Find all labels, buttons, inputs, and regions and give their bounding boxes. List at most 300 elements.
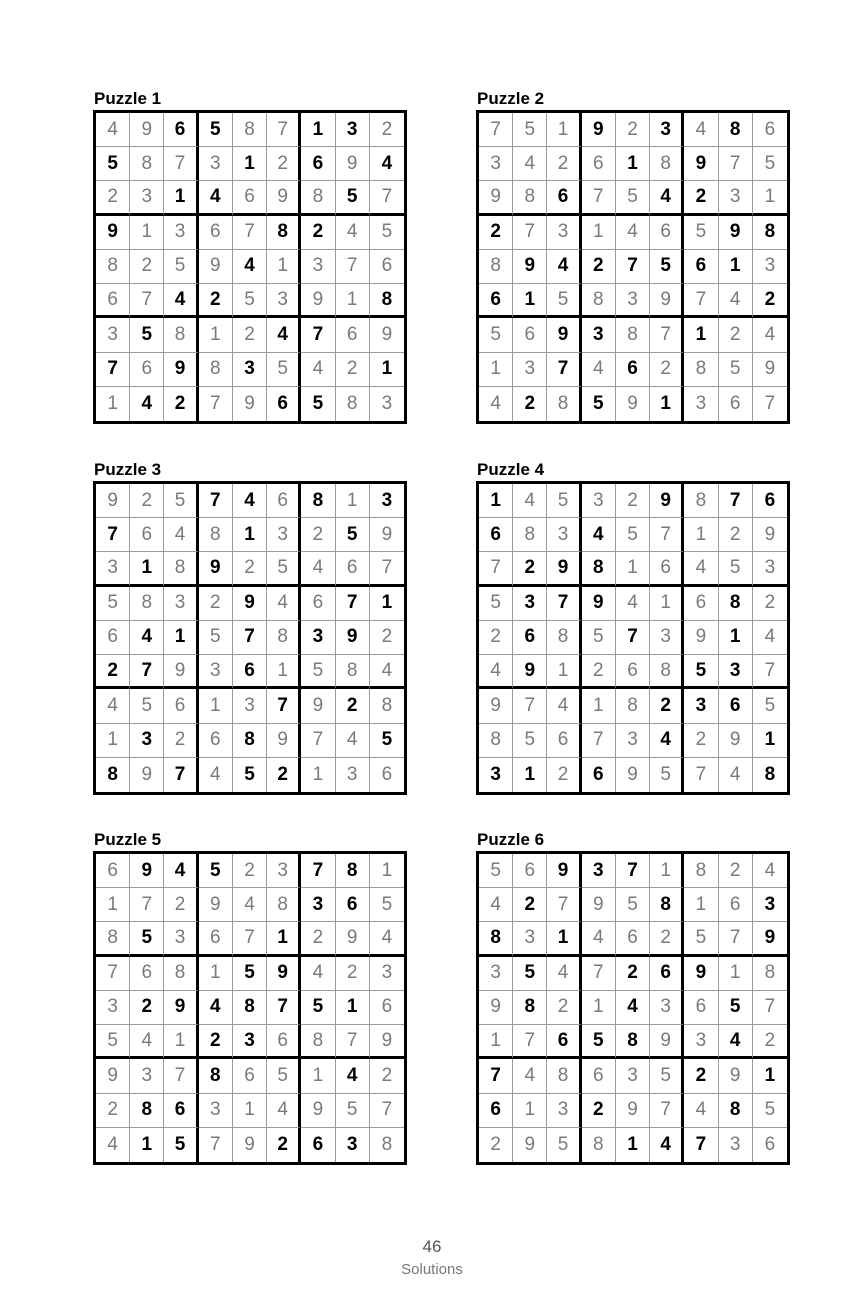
given-cell: 9 — [719, 216, 753, 250]
solution-cell: 4 — [616, 216, 650, 250]
given-cell: 5 — [719, 991, 753, 1025]
given-cell: 2 — [267, 758, 301, 792]
solution-cell: 2 — [547, 147, 581, 181]
given-cell: 9 — [684, 957, 718, 991]
puzzle-1 — [93, 89, 407, 424]
given-cell: 1 — [130, 552, 164, 586]
solution-cell: 5 — [479, 318, 513, 352]
solution-cell: 9 — [267, 181, 301, 215]
solution-cell: 3 — [301, 250, 335, 284]
solution-cell: 3 — [96, 318, 130, 352]
solution-cell: 3 — [233, 689, 267, 723]
solution-cell: 4 — [719, 284, 753, 318]
solution-cell: 4 — [479, 888, 513, 922]
solution-cell: 7 — [130, 284, 164, 318]
given-cell: 5 — [233, 957, 267, 991]
solution-cell: 4 — [582, 353, 616, 387]
solution-cell: 6 — [381, 763, 393, 785]
solution-cell: 7 — [582, 724, 616, 758]
solution-cell: 5 — [719, 353, 753, 387]
given-cell: 7 — [547, 353, 581, 387]
solution-cell: 6 — [336, 552, 370, 586]
given-cell: 9 — [199, 552, 233, 586]
solution-cell: 5 — [370, 888, 404, 922]
solution-cell: 2 — [301, 518, 335, 552]
solution-cell: 1 — [370, 854, 404, 888]
solution-cell: 7 — [336, 1025, 370, 1059]
solution-cell: 5 — [479, 587, 513, 621]
given-cell: 9 — [547, 552, 581, 586]
solution-cell: 8 — [547, 1059, 581, 1093]
solution-cell: 3 — [267, 854, 301, 888]
solution-cell: 1 — [130, 216, 164, 250]
solution-cell: 6 — [582, 1059, 616, 1093]
given-cell: 5 — [582, 387, 616, 421]
solution-cell: 9 — [650, 284, 684, 318]
solution-cell: 1 — [547, 655, 581, 689]
given-cell: 4 — [719, 1025, 753, 1059]
solution-cell: 6 — [96, 284, 130, 318]
given-cell: 9 — [582, 113, 616, 147]
given-cell: 2 — [513, 888, 547, 922]
solution-cell: 8 — [96, 250, 130, 284]
given-cell: 8 — [719, 587, 753, 621]
given-cell: 7 — [267, 991, 301, 1025]
given-cell: 3 — [233, 353, 267, 387]
solution-cell: 4 — [479, 387, 513, 421]
solution-cell: 3 — [479, 957, 513, 991]
solution-cell: 7 — [336, 250, 370, 284]
puzzle-6 — [476, 830, 790, 1165]
section-label: Solutions — [401, 1261, 463, 1278]
solution-cell: 6 — [199, 216, 233, 250]
solution-cell: 6 — [130, 957, 164, 991]
given-cell: 9 — [513, 250, 547, 284]
solution-cell: 6 — [301, 587, 335, 621]
given-cell: 1 — [616, 147, 650, 181]
solution-cell: 6 — [753, 113, 787, 147]
solution-cell: 7 — [301, 724, 335, 758]
given-cell: 8 — [764, 763, 776, 785]
solution-cell: 5 — [753, 1094, 787, 1128]
given-cell: 7 — [336, 587, 370, 621]
solution-cell: 4 — [616, 587, 650, 621]
solution-cell: 1 — [96, 724, 130, 758]
solution-cell: 2 — [96, 1094, 130, 1128]
solution-cell: 3 — [684, 1025, 718, 1059]
solution-cell: 1 — [684, 888, 718, 922]
solution-cell: 8 — [336, 655, 370, 689]
given-cell: 2 — [582, 1094, 616, 1128]
solution-cell: 6 — [547, 724, 581, 758]
given-cell: 4 — [267, 318, 301, 352]
given-cell: 1 — [616, 1128, 650, 1162]
solution-cell: 2 — [301, 922, 335, 956]
solution-cell: 1 — [336, 284, 370, 318]
solution-cell: 6 — [650, 552, 684, 586]
solution-cell: 7 — [684, 758, 718, 792]
solution-cell: 2 — [719, 854, 753, 888]
solution-cell: 7 — [753, 991, 787, 1025]
solution-cell: 7 — [684, 284, 718, 318]
solution-cell: 8 — [233, 113, 267, 147]
solution-cell: 1 — [233, 1094, 267, 1128]
solution-cell: 3 — [164, 922, 198, 956]
solution-cell: 1 — [199, 957, 233, 991]
given-cell: 1 — [719, 621, 753, 655]
given-cell: 2 — [267, 1128, 301, 1162]
solution-cell: 6 — [130, 518, 164, 552]
given-cell: 6 — [479, 284, 513, 318]
puzzle-3 — [93, 460, 407, 795]
solution-cell: 8 — [650, 147, 684, 181]
solution-cell: 4 — [267, 587, 301, 621]
solution-cell: 6 — [267, 1025, 301, 1059]
given-cell: 4 — [164, 284, 198, 318]
solution-cell: 6 — [267, 484, 301, 518]
solution-cell: 3 — [164, 216, 198, 250]
solution-cell: 7 — [753, 655, 787, 689]
solution-cell: 8 — [479, 724, 513, 758]
solution-cell: 1 — [582, 991, 616, 1025]
solution-cell: 4 — [513, 1059, 547, 1093]
given-cell: 2 — [650, 689, 684, 723]
puzzle-5 — [93, 830, 407, 1165]
given-cell: 5 — [130, 318, 164, 352]
solution-cell: 9 — [719, 1059, 753, 1093]
given-cell: 8 — [513, 991, 547, 1025]
solution-cell: 3 — [96, 991, 130, 1025]
solution-cell: 1 — [267, 655, 301, 689]
solution-cell: 6 — [719, 387, 753, 421]
solution-cell: 9 — [616, 758, 650, 792]
solution-cell: 9 — [479, 689, 513, 723]
given-cell: 1 — [547, 922, 581, 956]
solution-cell: 7 — [199, 387, 233, 421]
solution-cell: 7 — [130, 888, 164, 922]
given-cell: 2 — [199, 1025, 233, 1059]
sudoku-grid — [476, 110, 790, 424]
given-cell: 5 — [199, 854, 233, 888]
solution-cell: 2 — [547, 758, 581, 792]
solution-cell: 1 — [301, 1059, 335, 1093]
given-cell: 4 — [233, 484, 267, 518]
given-cell: 6 — [479, 1094, 513, 1128]
given-cell: 2 — [96, 655, 130, 689]
solution-cell: 1 — [582, 216, 616, 250]
given-cell: 7 — [301, 318, 335, 352]
solution-cell: 3 — [684, 387, 718, 421]
solution-cell: 7 — [650, 1094, 684, 1128]
solution-cell: 4 — [96, 113, 130, 147]
given-cell: 6 — [684, 250, 718, 284]
solution-cell: 2 — [650, 353, 684, 387]
solution-cell: 4 — [96, 1128, 130, 1162]
given-cell: 2 — [164, 387, 198, 421]
solution-cell: 9 — [96, 1059, 130, 1093]
solution-cell: 4 — [547, 957, 581, 991]
given-cell: 9 — [96, 216, 130, 250]
solution-cell: 3 — [370, 957, 404, 991]
solution-cell: 2 — [130, 250, 164, 284]
solution-cell: 8 — [267, 621, 301, 655]
solution-cell: 5 — [753, 147, 787, 181]
solution-cell: 6 — [616, 655, 650, 689]
solution-cell: 1 — [582, 689, 616, 723]
given-cell: 2 — [513, 387, 547, 421]
given-cell: 1 — [370, 353, 404, 387]
solution-cell: 5 — [164, 484, 198, 518]
given-cell: 1 — [513, 284, 547, 318]
solution-cell: 1 — [650, 587, 684, 621]
given-cell: 7 — [267, 689, 301, 723]
given-cell: 3 — [719, 655, 753, 689]
solution-cell: 2 — [370, 621, 404, 655]
solution-cell: 8 — [684, 854, 718, 888]
sudoku-grid — [93, 481, 407, 795]
given-cell: 3 — [130, 724, 164, 758]
given-cell: 9 — [513, 655, 547, 689]
solution-cell: 9 — [479, 181, 513, 215]
solution-cell: 6 — [199, 922, 233, 956]
solution-cell: 1 — [267, 250, 301, 284]
solution-cell: 5 — [650, 1059, 684, 1093]
given-cell: 3 — [513, 587, 547, 621]
given-cell: 2 — [199, 284, 233, 318]
solution-cell: 2 — [164, 724, 198, 758]
solution-cell: 4 — [96, 689, 130, 723]
given-cell: 3 — [301, 621, 335, 655]
given-cell: 9 — [233, 587, 267, 621]
given-cell: 5 — [582, 1025, 616, 1059]
given-cell: 1 — [164, 181, 198, 215]
given-cell: 3 — [753, 888, 787, 922]
solution-cell: 3 — [616, 1059, 650, 1093]
given-cell: 8 — [582, 552, 616, 586]
solution-cell: 2 — [616, 113, 650, 147]
given-cell: 7 — [130, 655, 164, 689]
solution-cell: 1 — [616, 552, 650, 586]
solution-cell: 8 — [199, 353, 233, 387]
given-cell: 1 — [130, 1128, 164, 1162]
solution-cell: 3 — [199, 147, 233, 181]
solution-cell: 5 — [130, 689, 164, 723]
solution-cell: 6 — [336, 318, 370, 352]
solution-cell: 4 — [684, 113, 718, 147]
given-cell: 1 — [336, 991, 370, 1025]
given-cell: 3 — [479, 758, 513, 792]
given-cell: 8 — [233, 724, 267, 758]
solution-cell: 3 — [381, 392, 393, 414]
given-cell: 6 — [513, 621, 547, 655]
solution-cell: 2 — [336, 353, 370, 387]
given-cell: 9 — [267, 957, 301, 991]
solution-cell: 4 — [753, 621, 787, 655]
solution-cell: 4 — [336, 216, 370, 250]
solution-cell: 5 — [582, 621, 616, 655]
solution-cell: 8 — [616, 318, 650, 352]
given-cell: 7 — [199, 484, 233, 518]
solution-cell: 9 — [370, 1025, 404, 1059]
puzzle-title: Puzzle 5 — [94, 830, 162, 849]
solution-cell: 1 — [199, 318, 233, 352]
solution-cell: 2 — [233, 552, 267, 586]
solution-cell: 3 — [267, 284, 301, 318]
solution-cell: 3 — [130, 1059, 164, 1093]
solution-cell: 8 — [301, 1025, 335, 1059]
solution-cell: 4 — [753, 318, 787, 352]
solution-cell: 8 — [164, 552, 198, 586]
given-cell: 3 — [336, 113, 370, 147]
given-cell: 4 — [650, 1128, 684, 1162]
given-cell: 7 — [96, 518, 130, 552]
solution-cell: 2 — [479, 621, 513, 655]
solution-cell: 9 — [96, 484, 130, 518]
given-cell: 4 — [130, 387, 164, 421]
solution-cell: 2 — [479, 1128, 513, 1162]
given-cell: 7 — [616, 854, 650, 888]
given-cell: 6 — [233, 655, 267, 689]
given-cell: 6 — [719, 689, 753, 723]
given-cell: 8 — [199, 1059, 233, 1093]
solution-cell: 6 — [650, 216, 684, 250]
given-cell: 7 — [616, 621, 650, 655]
given-cell: 7 — [96, 353, 130, 387]
given-cell: 6 — [164, 113, 198, 147]
solution-cell: 1 — [301, 758, 335, 792]
solution-cell: 6 — [199, 724, 233, 758]
given-cell: 9 — [547, 854, 581, 888]
given-cell: 4 — [582, 518, 616, 552]
solution-cell: 9 — [301, 284, 335, 318]
solution-cell: 6 — [370, 991, 404, 1025]
given-cell: 3 — [336, 1128, 370, 1162]
solution-cell: 4 — [513, 147, 547, 181]
solution-cell: 3 — [650, 991, 684, 1025]
given-cell: 2 — [753, 284, 787, 318]
solution-cell: 7 — [582, 957, 616, 991]
solution-cell: 6 — [164, 689, 198, 723]
solution-cell: 9 — [233, 1128, 267, 1162]
given-cell: 5 — [370, 724, 404, 758]
solution-cell: 5 — [650, 758, 684, 792]
solution-cell: 1 — [753, 181, 787, 215]
sudoku-grid — [93, 851, 407, 1165]
solution-cell: 8 — [547, 387, 581, 421]
solution-cell: 5 — [753, 689, 787, 723]
solution-cell: 2 — [582, 655, 616, 689]
solution-cell: 5 — [513, 113, 547, 147]
solution-cell: 8 — [96, 922, 130, 956]
solution-cell: 3 — [753, 250, 787, 284]
solution-cell: 5 — [616, 888, 650, 922]
solution-cell: 7 — [513, 216, 547, 250]
solution-cell: 5 — [370, 216, 404, 250]
solution-cell: 9 — [130, 758, 164, 792]
solution-cell: 3 — [616, 724, 650, 758]
solution-cell: 5 — [719, 552, 753, 586]
given-cell: 8 — [753, 216, 787, 250]
given-cell: 5 — [164, 1128, 198, 1162]
solution-cell: 9 — [199, 888, 233, 922]
given-cell: 8 — [130, 1094, 164, 1128]
puzzle-title: Puzzle 4 — [477, 460, 545, 479]
given-cell: 9 — [684, 147, 718, 181]
given-cell: 7 — [479, 1059, 513, 1093]
solution-cell: 8 — [199, 518, 233, 552]
given-cell: 6 — [301, 147, 335, 181]
solution-cell: 2 — [616, 484, 650, 518]
solution-cell: 5 — [301, 655, 335, 689]
given-cell: 9 — [130, 854, 164, 888]
solution-cell: 6 — [96, 621, 130, 655]
solution-cell: 3 — [164, 587, 198, 621]
solution-cell: 5 — [513, 724, 547, 758]
given-cell: 1 — [719, 250, 753, 284]
solution-cell: 4 — [753, 854, 787, 888]
given-cell: 7 — [719, 484, 753, 518]
solution-cell: 5 — [267, 552, 301, 586]
solution-cell: 5 — [547, 484, 581, 518]
solution-cell: 8 — [336, 387, 370, 421]
given-cell: 3 — [370, 484, 404, 518]
given-cell: 5 — [684, 655, 718, 689]
given-cell: 5 — [199, 113, 233, 147]
solution-cell: 5 — [616, 181, 650, 215]
given-cell: 8 — [479, 922, 513, 956]
given-cell: 6 — [616, 353, 650, 387]
solution-cell: 4 — [130, 1025, 164, 1059]
given-cell: 1 — [479, 484, 513, 518]
given-cell: 1 — [233, 518, 267, 552]
given-cell: 2 — [684, 1059, 718, 1093]
solution-cell: 1 — [199, 689, 233, 723]
puzzle-title: Puzzle 1 — [94, 89, 162, 108]
given-cell: 4 — [547, 250, 581, 284]
solution-cell: 8 — [301, 181, 335, 215]
given-cell: 6 — [336, 888, 370, 922]
solution-cell: 9 — [616, 1094, 650, 1128]
solution-cell: 7 — [513, 689, 547, 723]
solution-cell: 2 — [130, 484, 164, 518]
given-cell: 6 — [164, 1094, 198, 1128]
solution-cell: 2 — [753, 1025, 787, 1059]
solution-cell: 4 — [370, 922, 404, 956]
solution-cell: 4 — [370, 655, 404, 689]
given-cell: 6 — [267, 387, 301, 421]
solution-cell: 1 — [684, 518, 718, 552]
solution-cell: 2 — [267, 147, 301, 181]
given-cell: 8 — [267, 216, 301, 250]
puzzle-2 — [476, 89, 790, 424]
solution-cell: 3 — [267, 518, 301, 552]
given-cell: 6 — [547, 181, 581, 215]
solution-cell: 4 — [684, 1094, 718, 1128]
solution-cell: 6 — [764, 1133, 776, 1155]
solution-cell: 4 — [267, 1094, 301, 1128]
given-cell: 1 — [650, 387, 684, 421]
solution-cell: 7 — [650, 518, 684, 552]
solution-cell: 9 — [370, 318, 404, 352]
solution-cell: 6 — [233, 1059, 267, 1093]
given-cell: 3 — [582, 318, 616, 352]
solution-cell: 4 — [479, 655, 513, 689]
given-cell: 9 — [753, 922, 787, 956]
solution-cell: 2 — [547, 991, 581, 1025]
given-cell: 2 — [616, 957, 650, 991]
solution-cell: 8 — [479, 250, 513, 284]
solution-cell: 7 — [370, 1094, 404, 1128]
